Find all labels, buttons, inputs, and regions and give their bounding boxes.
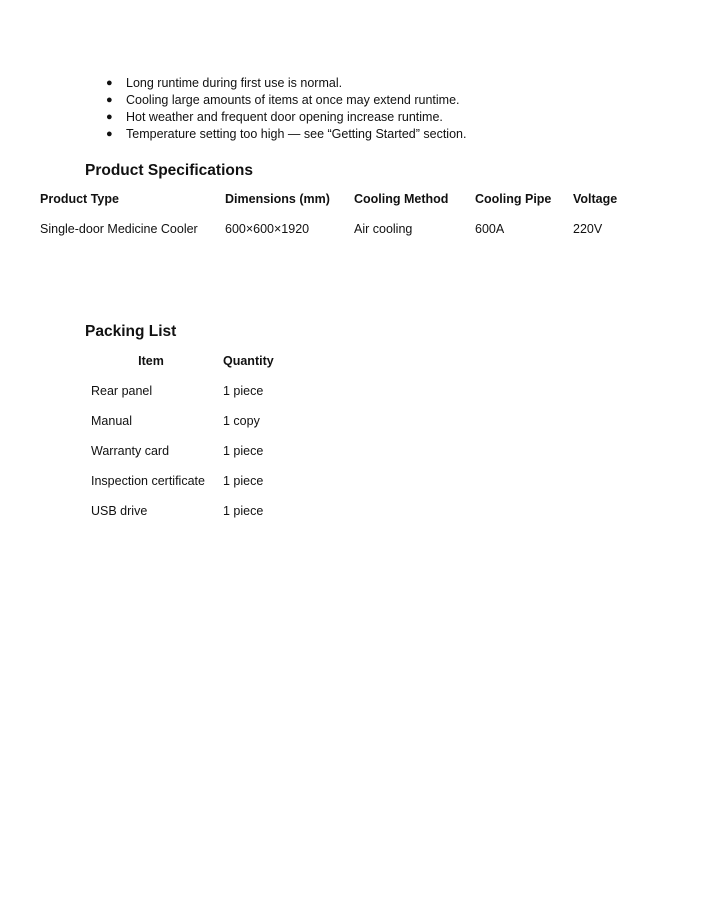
column-header: Dimensions (mm)	[225, 192, 330, 206]
note-text: Temperature setting too high — see “Getting Started” section.	[126, 127, 467, 141]
bullet-icon: ●	[106, 77, 113, 89]
note-text: Long runtime during first use is normal.	[126, 76, 343, 90]
table-cell: 1 piece	[223, 474, 264, 488]
list-item	[106, 126, 466, 143]
table-cell: Rear panel	[91, 384, 153, 398]
table-cell: Manual	[91, 414, 132, 428]
column-header: Item	[138, 354, 164, 368]
column-header: Cooling Pipe	[475, 192, 552, 206]
product-specifications-heading: Product Specifications	[85, 162, 253, 179]
table-cell: Air cooling	[354, 222, 413, 236]
table-cell: 1 piece	[223, 444, 264, 458]
bullet-icon: ●	[106, 94, 113, 106]
list-item	[106, 109, 466, 126]
table-cell: 600×600×1920	[225, 222, 310, 236]
column-header: Product Type	[40, 192, 119, 206]
table-cell: 1 piece	[223, 504, 264, 518]
note-text: Cooling large amounts of items at once may extend runtime.	[126, 93, 460, 107]
table-cell: Inspection certificate	[91, 474, 205, 488]
list-item	[106, 92, 466, 109]
bullet-icon: ●	[106, 111, 113, 123]
table-cell: 1 copy	[223, 414, 260, 428]
table-cell: 600A	[475, 222, 505, 236]
packing-list-heading: Packing List	[85, 323, 177, 340]
column-header: Quantity	[223, 354, 274, 368]
column-header: Voltage	[573, 192, 618, 206]
table-cell: 1 piece	[223, 384, 264, 398]
table-cell: Single-door Medicine Cooler	[40, 222, 198, 236]
table-cell: Warranty card	[91, 444, 170, 458]
table-cell: USB drive	[91, 504, 148, 518]
bullet-icon: ●	[106, 128, 113, 140]
runtime-notes-list	[106, 75, 466, 143]
table-cell: 220V	[573, 222, 603, 236]
column-header: Cooling Method	[354, 192, 449, 206]
list-item	[106, 75, 466, 92]
note-text: Hot weather and frequent door opening increase runtime.	[126, 110, 443, 124]
